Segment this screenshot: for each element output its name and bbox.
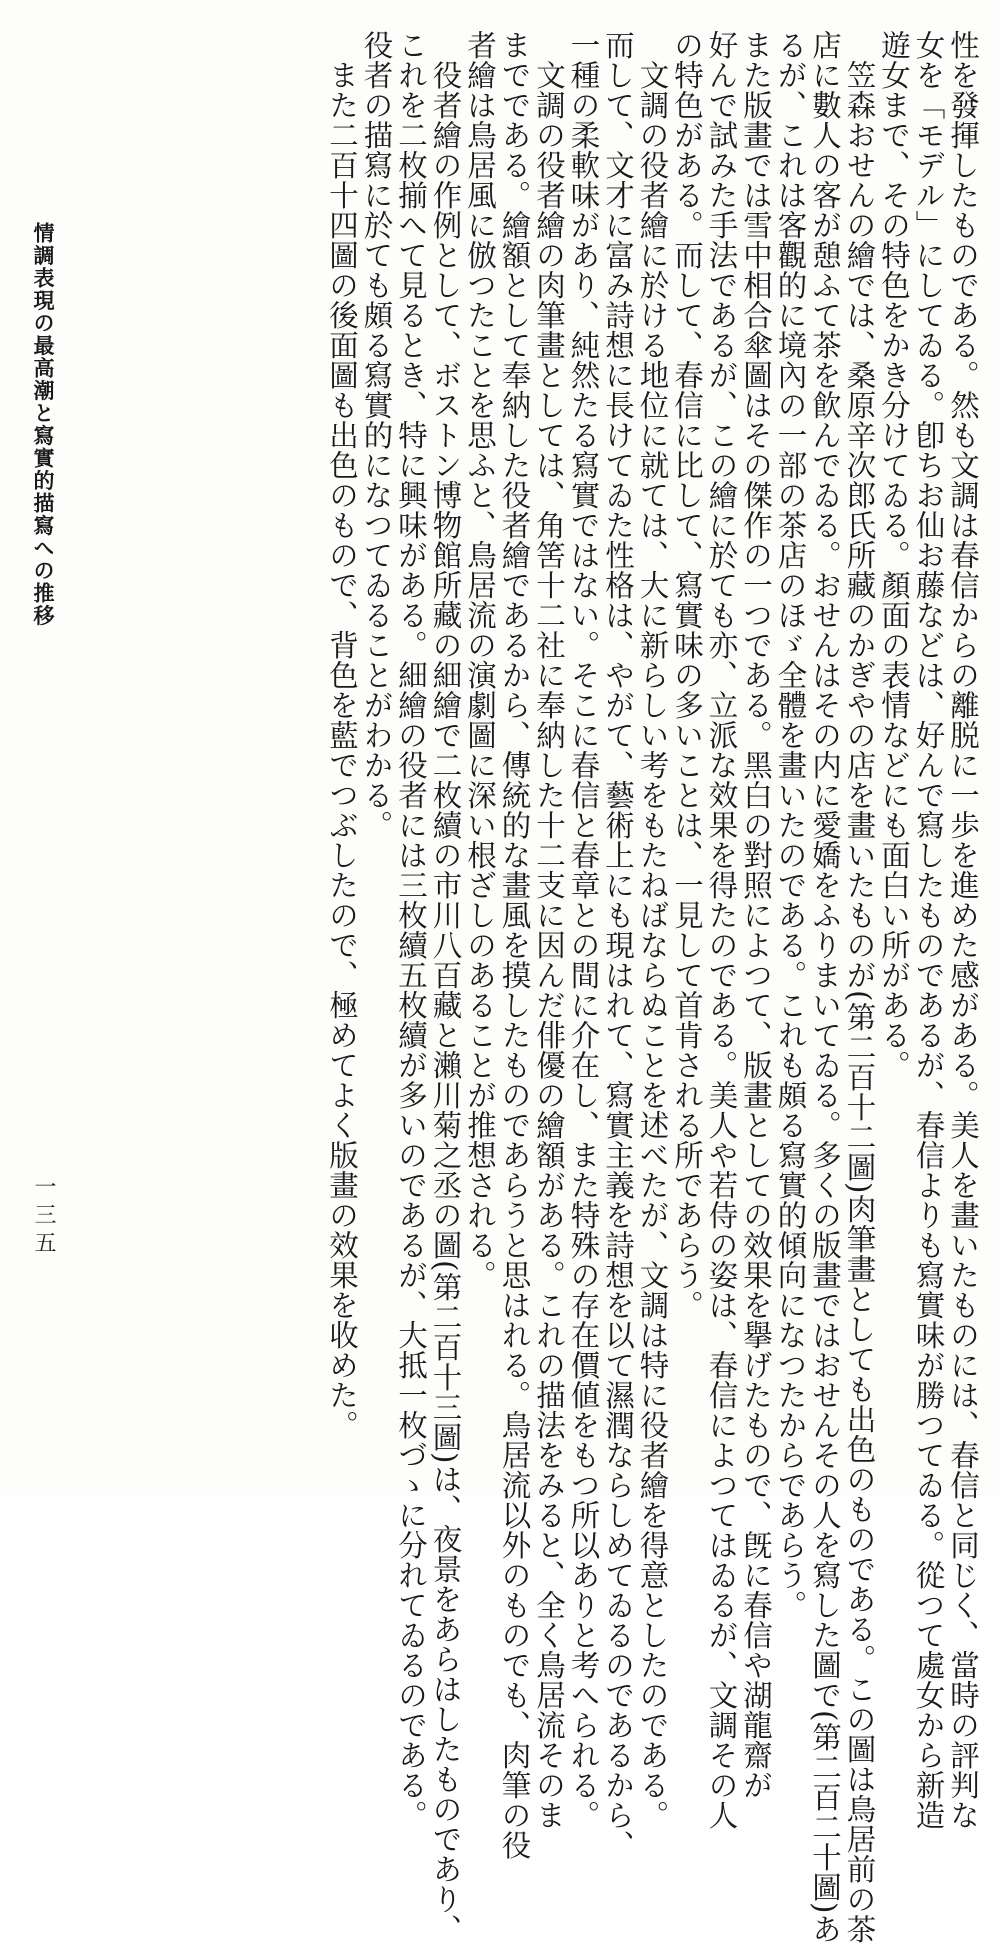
text-line-4: 笠森おせんの繪では、桑原辛次郎氏所藏のかぎやの店を畫いたものが(第二百十二圖)肉筆畫としても出色のものである。この圖は鳥居前の茶 <box>842 30 877 1944</box>
text-line-13: 文調の役者繪の肉筆畫としては、角筈十二社に奉納した十二支に因んだ俳優の繪額がある。これの描法をみると、全く鳥居流そのま <box>532 30 566 1830</box>
text-line-8: 好んで試みた手法であるが、この繪に於ても亦、立派な效果を得たのである。美人や若侍の姿は、春信によつてはゐるが、文調その人 <box>704 30 739 1830</box>
text-line-19: また二百十四圖の後面圖も出色のもので、背色を藍でつぶしたので、極めてよく版畫の效果を收めた。 <box>325 30 359 1440</box>
running-head: 情調表現の最高潮と寫實的描寫への推移 <box>31 222 55 627</box>
text-line-12: 一種の柔軟味があり、純然たる寫實ではない。そこに春信と春章との間に介在し、また特殊の存在價値をもつ所以ありと考へられる。 <box>566 30 601 1830</box>
text-line-17: これを二枚揃へて見るとき、特に興味がある。細繪の役者には三枚續五枚續が多いのであるが、大抵一枚づゝに分れてゐるのである。 <box>394 30 428 1830</box>
text-line-14: までである。繪額として奉納した役者繪であるから、傳統的な畫風を摸したものであらうと思はれる。鳥居流以外のものでも、肉筆の役 <box>497 30 532 1860</box>
text-line-11: 而して、文才に富み詩想に長けてゐた性格は、やがて、藝術上にも現はれて、寫實主義を詩想を以て濕潤ならしめてゐるのであるから、 <box>601 30 635 1860</box>
text-line-10: 文調の役者繪に於ける地位に就ては、大に新らしい考をもたねばならぬことを述べたが、文調は特に役者繪を得意としたのである。 <box>635 30 670 1830</box>
text-line-5: 店に數人の客が憩ふて茶を飮んでゐる。おせんはその内に愛嬌をふりまいてゐる。多くの版畫ではおせんその人を寫した圖で(第二百二十圖)あ <box>808 30 842 1944</box>
text-line-2: 女を「モデル」にしてゐる。卽ちお仙お藤などは、好んで寫したものであるが、春信よりも寫實味が勝つてゐる。從つて處女から新造 <box>911 30 946 1830</box>
text-line-7: また版畫では雪中相合傘圖はその傑作の一つである。黑白の對照によつて、版畫としての效果を擧げたもので、旣に春信や湖龍齋が <box>739 30 773 1800</box>
text-line-3: 遊女まで、その特色をかき分けてゐる。顏面の表情などにも面白い所がある。 <box>877 30 911 1080</box>
text-line-9: の特色がある。而して、春信に比して、寫實味の多いことは、一見して首肯される所であらう。 <box>670 30 704 1320</box>
body-text <box>80 30 980 1944</box>
text-line-15: 者繪は鳥居風に倣つたことを思ふと、鳥居流の演劇圖に深い根ざしのあることが推想される。 <box>463 30 497 1290</box>
text-line-1: 性を發揮したものである。然も文調は春信からの離脱に一歩を進めた感がある。美人を畫いたものには、春信と同じく、當時の評判な <box>946 30 980 1830</box>
text-line-18: 役者の描寫に於ても頗る寫實的になつてゐることがわかる。 <box>359 30 394 840</box>
text-line-6: るが、これは客觀的に境內の一部の茶店のほゞ全體を畫いたのである。これも頗る寫實的傾向になつたからであらう。 <box>773 30 808 1620</box>
text-line-16: 役者繪の作例として、ボストン博物館所藏の細繪で二枚續の市川八百藏と瀨川菊之丞の圖(第二百十三圖)は、夜景をあらはしたものであり、 <box>428 30 463 1944</box>
page-number: 一三五 <box>31 1175 56 1259</box>
